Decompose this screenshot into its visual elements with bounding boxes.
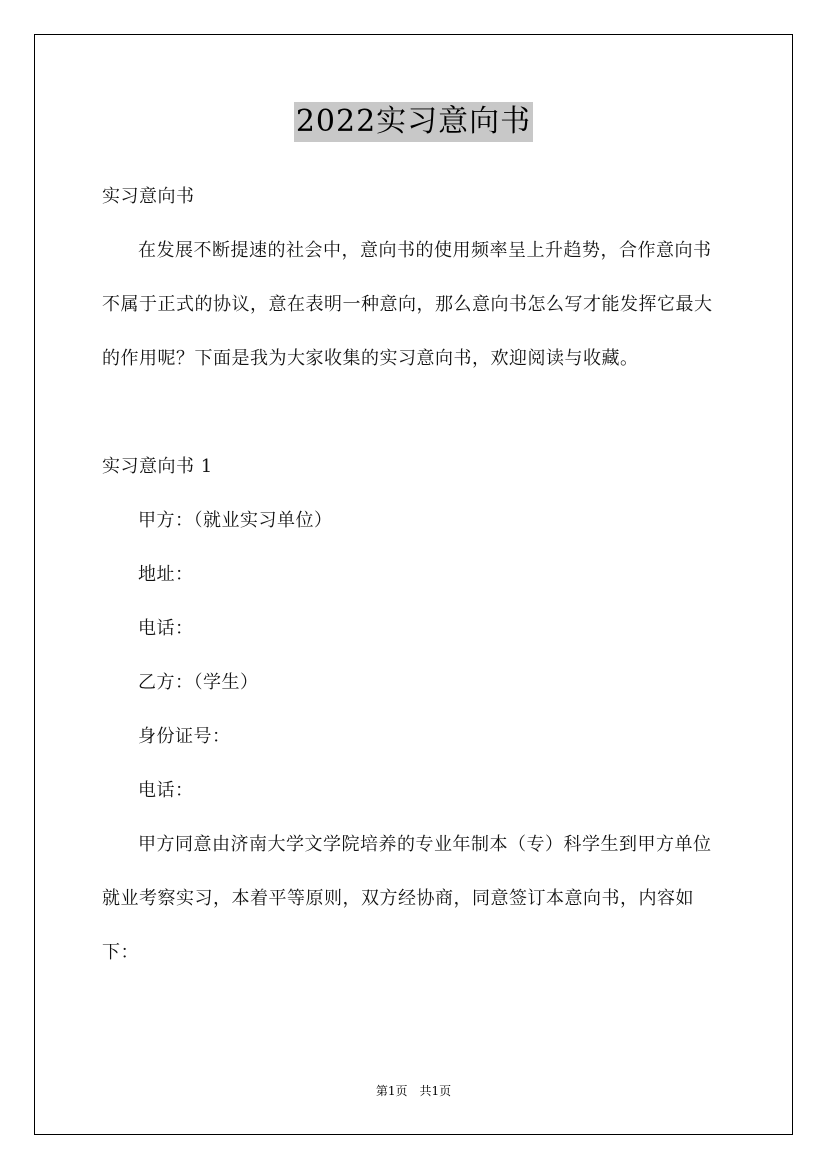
address-field: 地址： — [138, 564, 194, 585]
subtitle: 实习意向书 — [102, 186, 195, 207]
title-container — [0, 102, 827, 142]
body-paragraph: 甲方同意由济南大学文学院培养的专业年制本（专）科学生到甲方单位就业考察实习，本着平等原则，双方经协商，同意签订本意向书，内容如下： — [102, 834, 712, 963]
party-b-field: 乙方：（学生） — [138, 672, 259, 693]
document-body — [102, 170, 727, 980]
phone-a-field: 电话： — [138, 618, 194, 639]
phone-b-field: 电话： — [138, 780, 194, 801]
document-title: 2022实习意向书 — [294, 102, 533, 142]
section-title: 实习意向书 1 — [102, 456, 213, 477]
intro-paragraph: 在发展不断提速的社会中，意向书的使用频率呈上升趋势，合作意向书不属于正式的协议，意在表明一种意向，那么意向书怎么写才能发挥它最大的作用呢？下面是我为大家收集的实习意向书，欢迎阅读与收藏。 — [102, 240, 713, 369]
page-footer: 第1页 共1页 — [375, 1084, 452, 1098]
spacer — [102, 386, 727, 440]
id-number-field: 身份证号： — [138, 726, 231, 747]
party-a-field: 甲方：（就业实习单位） — [138, 510, 333, 531]
